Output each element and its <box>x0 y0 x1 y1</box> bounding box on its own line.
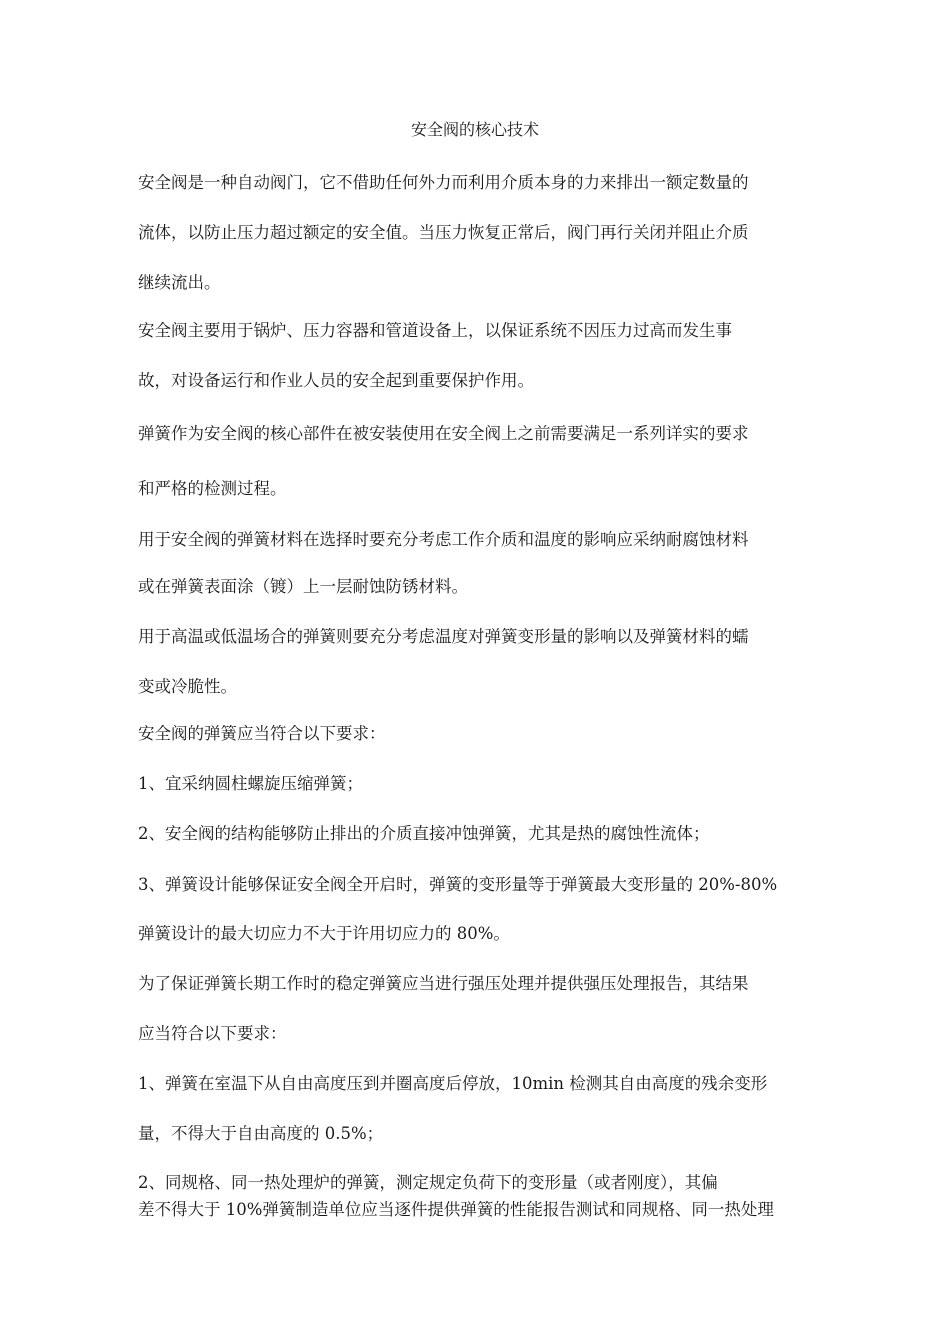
paragraph-line: 和严格的检测过程。 <box>138 479 287 498</box>
paragraph-line: 变或冷脆性。 <box>138 677 237 696</box>
paragraph-line: 用于高温或低温场合的弹簧则要充分考虑温度对弹簧变形量的影响以及弹簧材料的蠕 <box>138 627 749 646</box>
paragraph-line: 安全阀是一种自动阀门，它不借助任何外力而利用介质本身的力来排出一额定数量的 <box>138 173 749 192</box>
list-item: 2、安全阀的结构能够防止排出的介质直接冲蚀弹簧，尤其是热的腐蚀性流体； <box>138 824 710 843</box>
paragraph-line: 为了保证弹簧长期工作时的稳定弹簧应当进行强压处理并提供强压处理报告，其结果 <box>138 974 749 993</box>
list-item: 2、同规格、同一热处理炉的弹簧，测定规定负荷下的变形量（或者刚度），其偏 <box>138 1173 718 1192</box>
list-item: 1、宜采纳圆柱螺旋压缩弹簧； <box>138 774 363 793</box>
paragraph-line: 安全阀主要用于锅炉、压力容器和管道设备上，以保证系统不因压力过高而发生事 <box>138 321 732 340</box>
document-title: 安全阀的核心技术 <box>410 120 539 139</box>
list-item: 3、弹簧设计能够保证安全阀全开启时，弹簧的变形量等于弹簧最大变形量的 20%-80% <box>138 875 778 894</box>
paragraph-line: 差不得大于 10%弹簧制造单位应当逐件提供弹簧的性能报告测试和同规格、同一热处理 <box>138 1200 774 1219</box>
paragraph-line: 流体，以防止压力超过额定的安全值。当压力恢复正常后，阀门再行关闭并阻止介质 <box>138 223 749 242</box>
paragraph-line: 用于安全阀的弹簧材料在选择时要充分考虑工作介质和温度的影响应采纳耐腐蚀材料 <box>138 530 749 549</box>
paragraph-line: 或在弹簧表面涂（镀）上一层耐蚀防锈材料。 <box>138 577 468 596</box>
paragraph-line: 继续流出。 <box>138 273 221 292</box>
paragraph-line: 弹簧作为安全阀的核心部件在被安装使用在安全阀上之前需要满足一系列详实的要求 <box>138 424 749 443</box>
list-item: 1、弹簧在室温下从自由高度压到并圈高度后停放，10min 检测其自由高度的残余变形 <box>138 1074 768 1093</box>
paragraph-line: 弹簧设计的最大切应力不大于许用切应力的 80%。 <box>138 924 510 943</box>
paragraph-line: 安全阀的弹簧应当符合以下要求： <box>138 724 386 743</box>
paragraph-line: 量，不得大于自由高度的 0.5%； <box>138 1124 384 1143</box>
paragraph-line: 应当符合以下要求： <box>138 1024 287 1043</box>
paragraph-line: 故，对设备运行和作业人员的安全起到重要保护作用。 <box>138 371 534 390</box>
